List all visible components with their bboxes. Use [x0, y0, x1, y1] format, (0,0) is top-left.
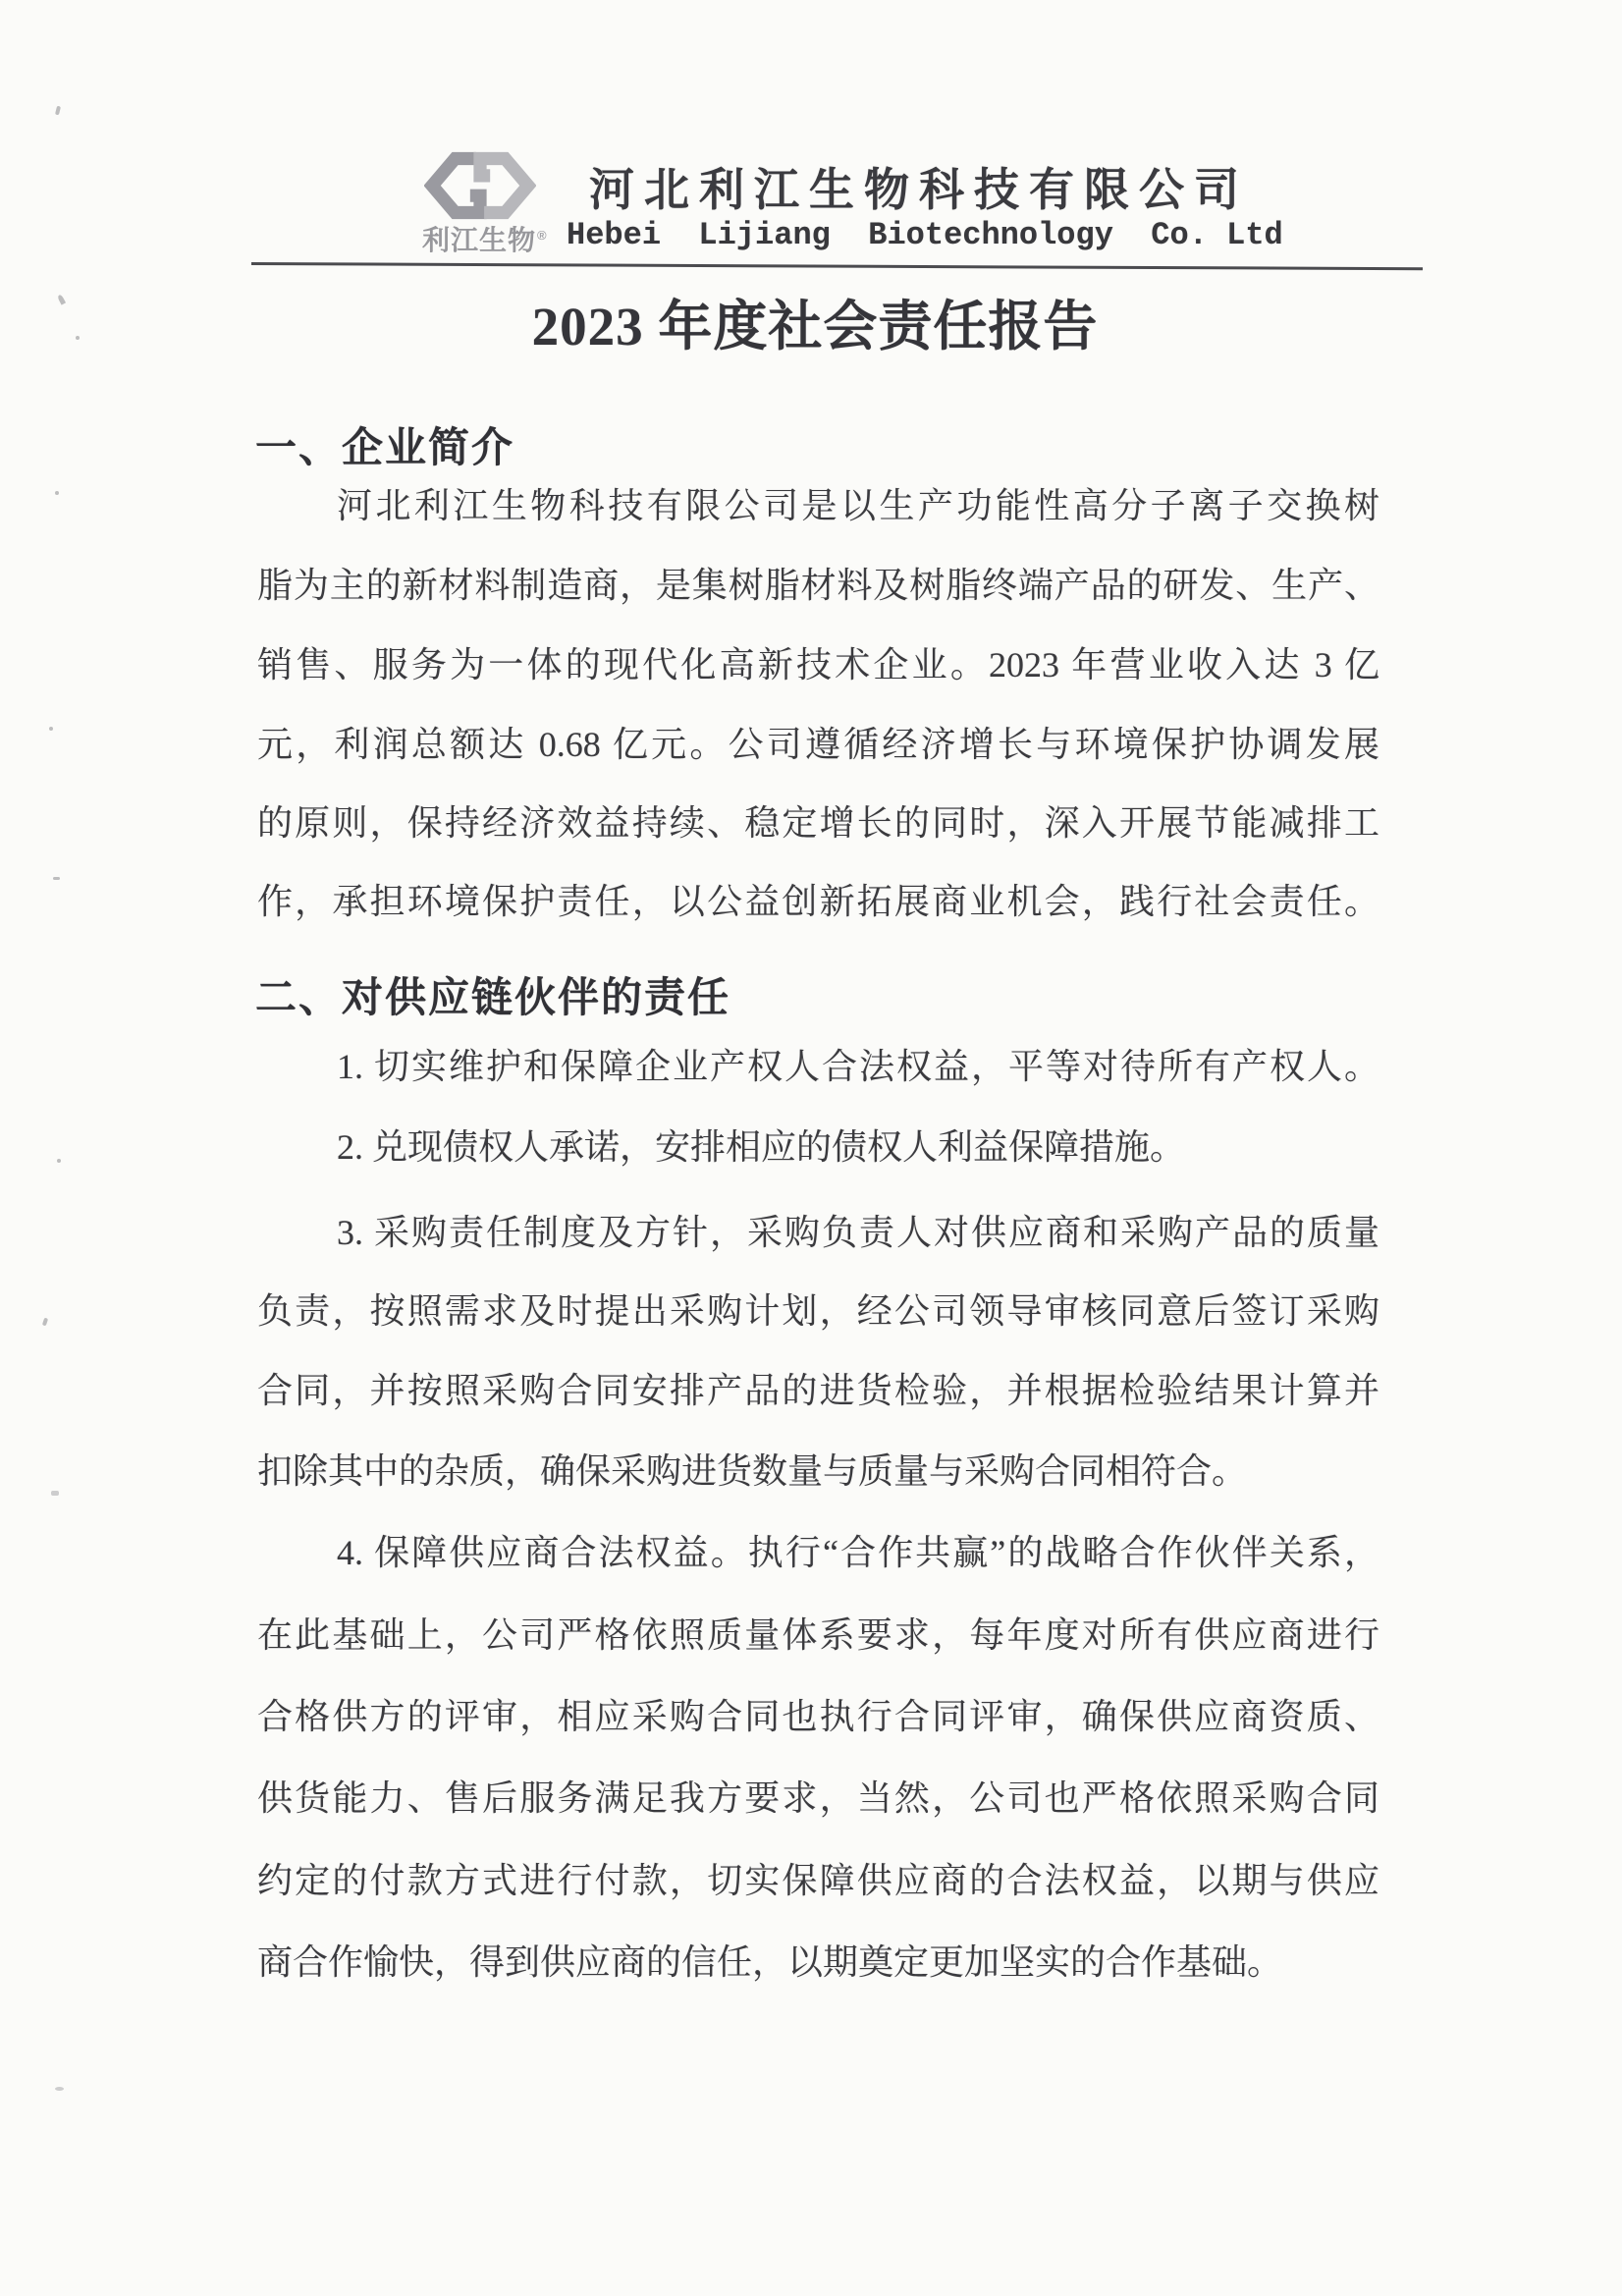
body-line: 合同，并按照采购合同安排产品的进货检验，并根据检验结果计算并	[257, 1371, 1379, 1410]
company-name-chinese: 河北利江生物科技有限公司	[589, 165, 1249, 215]
body-line: 的原则，保持经济效益持续、稳定增长的同时，深入开展节能减排工	[257, 803, 1379, 843]
scan-artifact	[57, 1159, 61, 1163]
body-line: 在此基础上，公司严格依照质量体系要求，每年度对所有供应商进行	[257, 1615, 1379, 1655]
company-logo-icon	[424, 149, 536, 222]
scan-artifact	[55, 2087, 64, 2091]
scan-artifact	[49, 727, 53, 731]
body-line: 约定的付款方式进行付款，切实保障供应商的合法权益，以期与供应	[257, 1861, 1379, 1900]
company-name-english: Hebei Lijiang Biotechnology Co. Ltd	[567, 217, 1283, 253]
section-2-heading: 二、对供应链伙伴的责任	[255, 974, 731, 1020]
body-line: 扣除其中的杂质，确保采购进货数量与质量与采购合同相符合。	[257, 1451, 1248, 1491]
scan-artifact	[51, 1491, 59, 1496]
body-line: 3. 采购责任制度及方针，采购负责人对供应商和采购产品的质量	[337, 1213, 1379, 1252]
body-line: 2. 兑现债权人承诺，安排相应的债权人利益保障措施。	[337, 1127, 1186, 1167]
body-line: 商合作愉快，得到供应商的信任，以期奠定更加坚实的合作基础。	[257, 1942, 1283, 1982]
scan-artifact	[55, 491, 59, 495]
scan-artifact	[76, 336, 80, 340]
body-line: 1. 切实维护和保障企业产权人合法权益，平等对待所有产权人。	[337, 1047, 1379, 1086]
header-divider	[251, 262, 1423, 270]
body-line: 合格供方的评审，相应采购合同也执行合同评审，确保供应商资质、	[257, 1697, 1379, 1736]
registered-trademark-icon: ®	[537, 228, 548, 243]
body-line: 供货能力、售后服务满足我方要求，当然，公司也严格依照采购合同	[257, 1778, 1379, 1818]
body-line: 脂为主的新材料制造商，是集树脂材料及树脂终端产品的研发、生产、	[257, 566, 1379, 605]
scan-artifact	[42, 1318, 48, 1327]
body-line: 元，利润总额达 0.68 亿元。公司遵循经济增长与环境保护协调发展	[257, 725, 1379, 764]
brand-name: 利江生物	[422, 225, 537, 255]
section-1-heading: 一、企业简介	[255, 424, 515, 470]
body-line: 4. 保障供应商合法权益。执行“合作共赢”的战略合作伙伴关系，	[337, 1533, 1379, 1572]
scan-artifact	[53, 877, 60, 880]
body-line: 负责，按照需求及时提出采购计划，经公司领导审核同意后签订采购	[257, 1291, 1379, 1331]
scan-artifact	[55, 106, 61, 116]
scan-artifact	[57, 294, 66, 304]
body-line: 河北利江生物科技有限公司是以生产功能性高分子离子交换树	[337, 486, 1379, 525]
page-title: 2023 年度社会责任报告	[531, 297, 1099, 356]
logo-brand-text	[422, 224, 560, 262]
body-line: 销售、服务为一体的现代化高新技术企业。2023 年营业收入达 3 亿	[257, 645, 1379, 684]
body-line: 作，承担环境保护责任，以公益创新拓展商业机会，践行社会责任。	[257, 882, 1379, 921]
